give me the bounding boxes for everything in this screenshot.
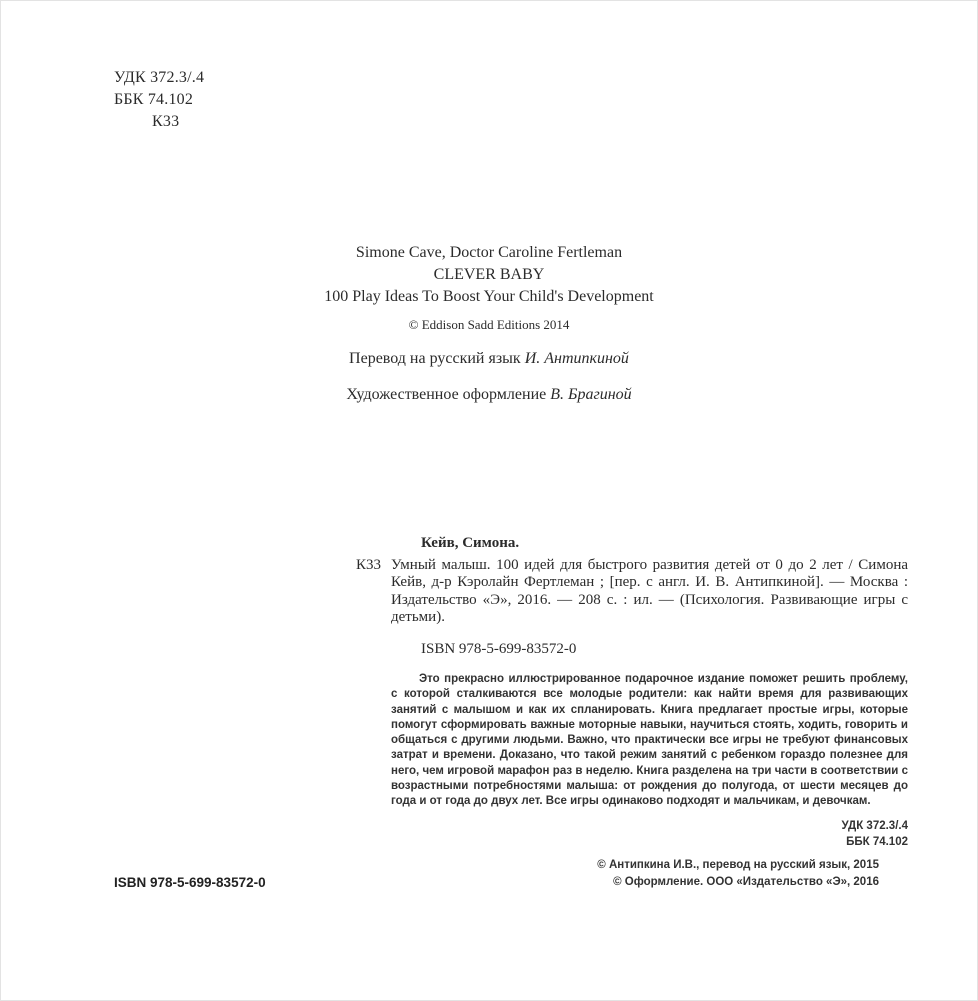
- translation-credit-label: Перевод на русский язык: [349, 350, 521, 367]
- design-credit-label: Художественное оформление: [346, 386, 547, 403]
- classification-codes-top: [114, 67, 204, 133]
- bbk-code-bottom: ББК 74.102: [846, 835, 908, 848]
- annotation-text: Это прекрасно иллюстрированное подарочное издание поможет решить проблему, с которой сталкиваются все молодые родители: как найти время для развивающих занятий с малышом и как их спланировать. Книга предлагает простые игры, которые помогут сформировать важные моторные навыки, научиться стоять, ходить, говорить и общаться с другими людьми. Важно, что практически все игры не требуют финансовых затрат и времени. Доказано, что такой режим занятий с ребенком гораздо полезнее для него, чем игровой марафон раз в неделю. Книга разделена на три части в соответствии с возрастными потребностями малыша: от рождения до полугода, от шести месяцев до года и от года до двух лет. Все игры одинаково подходят и мальчикам, и девочкам.: [391, 673, 908, 808]
- design-credit: [1, 384, 977, 406]
- designer-name: В. Брагиной: [550, 386, 632, 403]
- original-subtitle: 100 Play Ideas To Boost Your Child's Development: [324, 288, 654, 305]
- original-copyright: © Eddison Sadd Editions 2014: [408, 317, 570, 332]
- translator-name: И. Антипкиной: [524, 350, 629, 367]
- udk-code-top: УДК 372.3/.4: [114, 69, 205, 86]
- catalog-index: К33: [356, 556, 382, 573]
- copyright-translation: © Антипкина И.В., перевод на русский язык, 2015: [597, 859, 879, 871]
- footer-isbn: ISBN 978-5-699-83572-0: [114, 875, 266, 890]
- copyright-design: © Оформление. ООО «Издательство «Э», 2016: [613, 876, 879, 888]
- catalog-isbn: ISBN 978-5-699-83572-0: [421, 640, 577, 657]
- original-edition-info: [1, 242, 977, 406]
- classification-codes-bottom: [356, 818, 908, 850]
- original-title: CLEVER BABY: [433, 266, 545, 283]
- catalog-entry: [356, 557, 908, 627]
- footer-copyrights: [597, 857, 879, 891]
- author-sign-top: К33: [152, 113, 180, 130]
- bbk-code-top: ББК 74.102: [114, 91, 194, 108]
- translation-credit: [1, 348, 977, 370]
- udk-code-bottom: УДК 372.3/.4: [841, 819, 908, 832]
- catalog-card: [356, 535, 908, 850]
- catalog-author-heading: Кейв, Симона.: [421, 535, 520, 551]
- catalog-description: Умный малыш. 100 идей для быстрого развития детей от 0 до 2 лет / Симона Кейв, д-р Кэролайн Фертлеман ; [пер. с англ. И. В. Антипкиной]. — Москва : Издательство «Э», 2016. — 208 с. : ил. — (Психология. Развивающие игры с детьми).: [391, 556, 908, 625]
- original-authors: Simone Cave, Doctor Caroline Fertleman: [355, 244, 623, 261]
